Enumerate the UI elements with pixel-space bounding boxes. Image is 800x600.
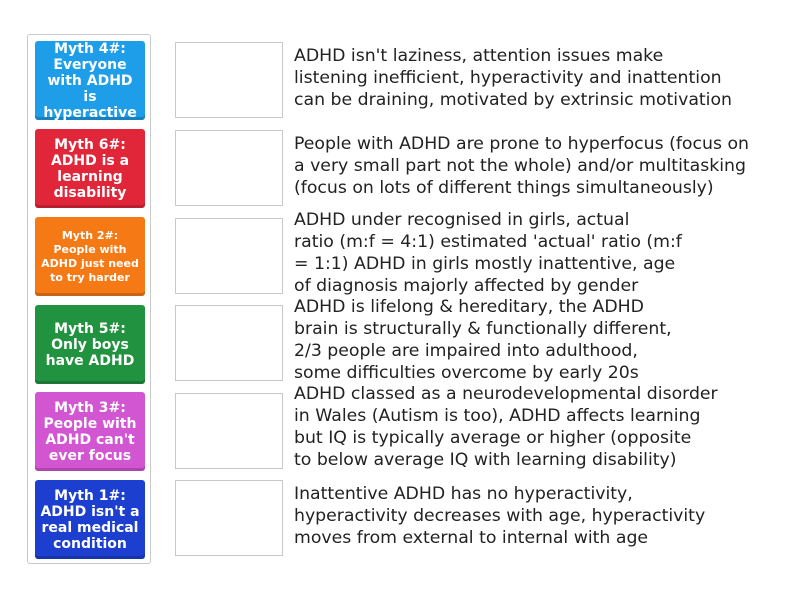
drop-slot-3[interactable]	[175, 218, 283, 294]
fact-description-1: ADHD isn't laziness, attention issues make listening inefficient, hyperactivity and inattention can be draining, motivated by extrinsic motivation	[294, 46, 733, 110]
myth-tile-3[interactable]	[35, 392, 145, 471]
tile-panel	[27, 34, 151, 564]
myth-tile-label: Myth 5#: Only boys have ADHD	[45, 320, 135, 369]
myth-tile-label: Myth 3#: People with ADHD can't ever focus	[43, 399, 137, 464]
drop-slot-6[interactable]	[175, 480, 283, 556]
drop-slot-5[interactable]	[175, 393, 283, 469]
drop-slot-1[interactable]	[175, 42, 283, 118]
myth-tile-label: Myth 1#: ADHD isn't a real medical condition	[40, 487, 140, 552]
fact-description-3: ADHD under recognised in girls, actual ratio (m:f = 4:1) estimated 'actual' ratio (m:f = 1:1) ADHD in girls mostly inattentive, age of diagnosis majorly affected by gender	[294, 210, 682, 296]
drop-slot-4[interactable]	[175, 305, 283, 381]
fact-description-6: Inattentive ADHD has no hyperactivity, hyperactivity decreases with age, hyperactivity moves from external to internal with age	[294, 484, 706, 548]
myth-tile-label: Myth 6#: ADHD is a learning disability	[50, 136, 130, 201]
myth-tile-label: Myth 4#: Everyone with ADHD is hyperactive	[43, 40, 137, 121]
myth-tile-6[interactable]	[35, 129, 145, 208]
myth-tile-label: Myth 2#: People with ADHD just need to try harder	[41, 228, 139, 284]
fact-description-4: ADHD is lifelong & hereditary, the ADHD brain is structurally & functionally different, 2/3 people are impaired into adulthood, some difficulties overcome by early 20s	[294, 297, 672, 383]
myth-tile-4[interactable]	[35, 41, 145, 120]
myth-tile-1[interactable]	[35, 480, 145, 559]
fact-description-5: ADHD classed as a neurodevelopmental disorder in Wales (Autism is too), ADHD affects learning but IQ is typically average or higher (opposite to below average IQ with learning disability)	[294, 384, 718, 470]
drop-slot-2[interactable]	[175, 130, 283, 206]
myth-tile-5[interactable]	[35, 305, 145, 384]
fact-description-2: People with ADHD are prone to hyperfocus (focus on a very small part not the whole) and/or multitasking (focus on lots of different things simultaneously)	[294, 134, 749, 198]
myth-tile-2[interactable]	[35, 217, 145, 296]
